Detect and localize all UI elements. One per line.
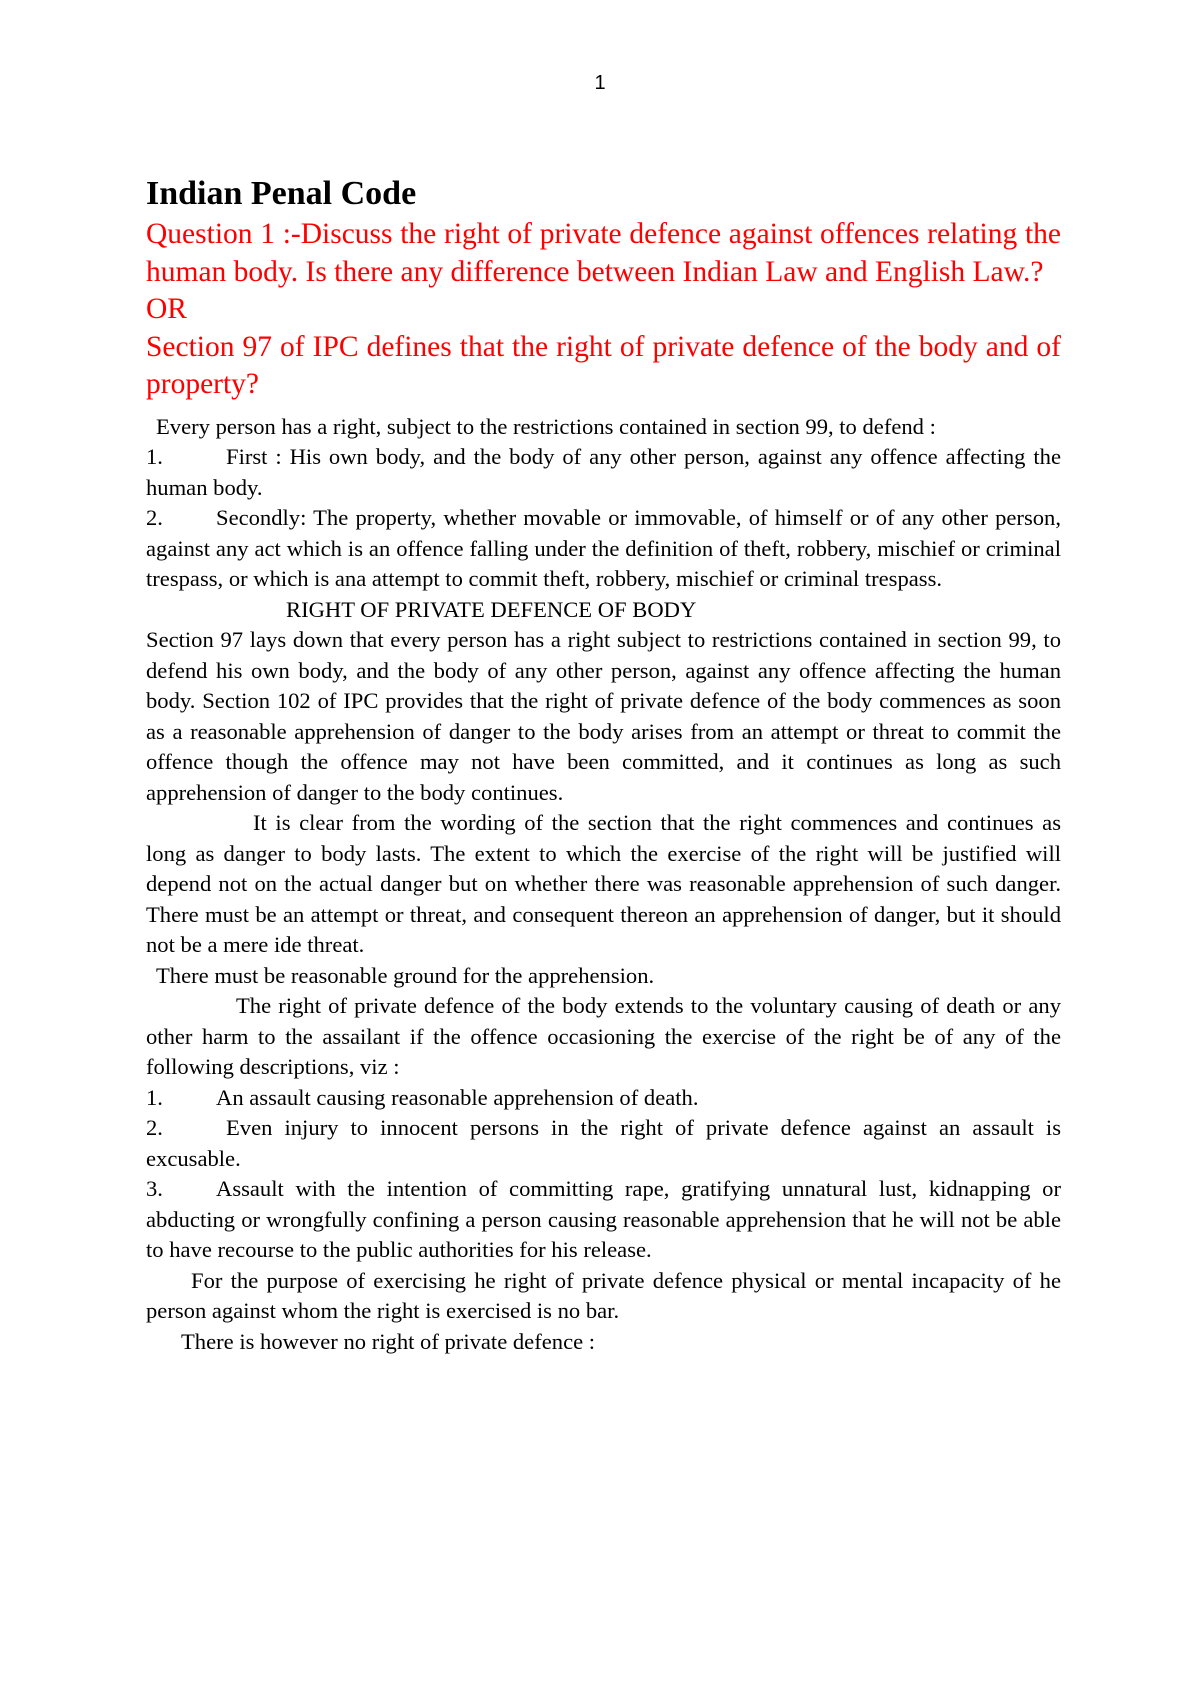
list-item bbox=[146, 442, 1061, 503]
list-item bbox=[146, 503, 1061, 595]
intro-paragraph: Every person has a right, subject to the restrictions contained in section 99, to defend : bbox=[156, 413, 936, 439]
list-item-text: Even injury to innocent persons in the right of private defence against an assault is excusable. bbox=[146, 1115, 1061, 1171]
document-title: Indian Penal Code bbox=[146, 175, 417, 212]
list-item-number: 2. bbox=[146, 1115, 163, 1140]
list-item-text: Assault with the intention of committing rape, gratifying unnatural lust, kidnapping or abducting or wrongfully confining a person causing reasonable apprehension that he will not be able to have recourse to the public authorities for his release. bbox=[146, 1176, 1061, 1262]
list-item-text: Secondly: The property, whether movable or immovable, of himself or of any other person, against any act which is an offence falling under the definition of theft, robbery, mischief or criminal trespass, or which is ana attempt to commit theft, robbery, mischief or criminal trespass. bbox=[146, 505, 1061, 591]
list-item-text: First : His own body, and the body of any other person, against any offence affecting the human body. bbox=[146, 444, 1061, 500]
question-alternate: Section 97 of IPC defines that the right of private defence of the body and of property? bbox=[146, 330, 1061, 400]
list-item-number: 1. bbox=[146, 1084, 163, 1110]
question-text: Question 1 :-Discuss the right of private defence against offences relating the human body. Is there any difference between Indian Law and English Law.? bbox=[146, 218, 1061, 288]
list-item bbox=[146, 1174, 1061, 1266]
section-heading: RIGHT OF PRIVATE DEFENCE OF BODY bbox=[286, 596, 697, 622]
list-item-number: 1. bbox=[146, 444, 163, 469]
list-item-number: 3. bbox=[146, 1176, 163, 1201]
page-number: 1 bbox=[594, 72, 606, 94]
paragraph-purpose: For the purpose of exercising he right of private defence physical or mental incapacity of he person against whom the right is exercised is no bar. bbox=[146, 1267, 1061, 1323]
paragraph-clear-wording: It is clear from the wording of the section that the right commences and continues as long as danger to body lasts. The extent to which the exercise of the right will be justified will depend not on the actual danger but on whether there was reasonable apprehension of such danger. There must be an attempt or threat, and consequent thereon an apprehension of danger, but it should not be a mere ide threat. bbox=[146, 810, 1061, 957]
document-body bbox=[146, 172, 1061, 1357]
paragraph-reasonable-ground: There must be reasonable ground for the apprehension. bbox=[156, 962, 655, 988]
paragraph-no-right: There is however no right of private defence : bbox=[181, 1328, 596, 1354]
paragraph-right-extends: The right of private defence of the body extends to the voluntary causing of death or any other harm to the assailant if the offence occasioning the exercise of the right be of any of the following descriptions, viz : bbox=[146, 993, 1061, 1079]
list-item bbox=[146, 1083, 1061, 1114]
paragraph-section-97: Section 97 lays down that every person has a right subject to restrictions contained in section 99, to defend his own body, and the body of any other person, against any offence affecting the human body. Section 102 of IPC provides that the right of private defence of the body commences as soon as a reasonable apprehension of danger to the body arises from an attempt or threat to commit the offence though the offence may not have been committed, and it continues as long as such apprehension of danger to the body continues. bbox=[146, 627, 1061, 805]
list-item-text: An assault causing reasonable apprehension of death. bbox=[216, 1084, 699, 1110]
list-item bbox=[146, 1113, 1061, 1174]
question-or: OR bbox=[146, 293, 187, 325]
list-item-number: 2. bbox=[146, 505, 163, 530]
